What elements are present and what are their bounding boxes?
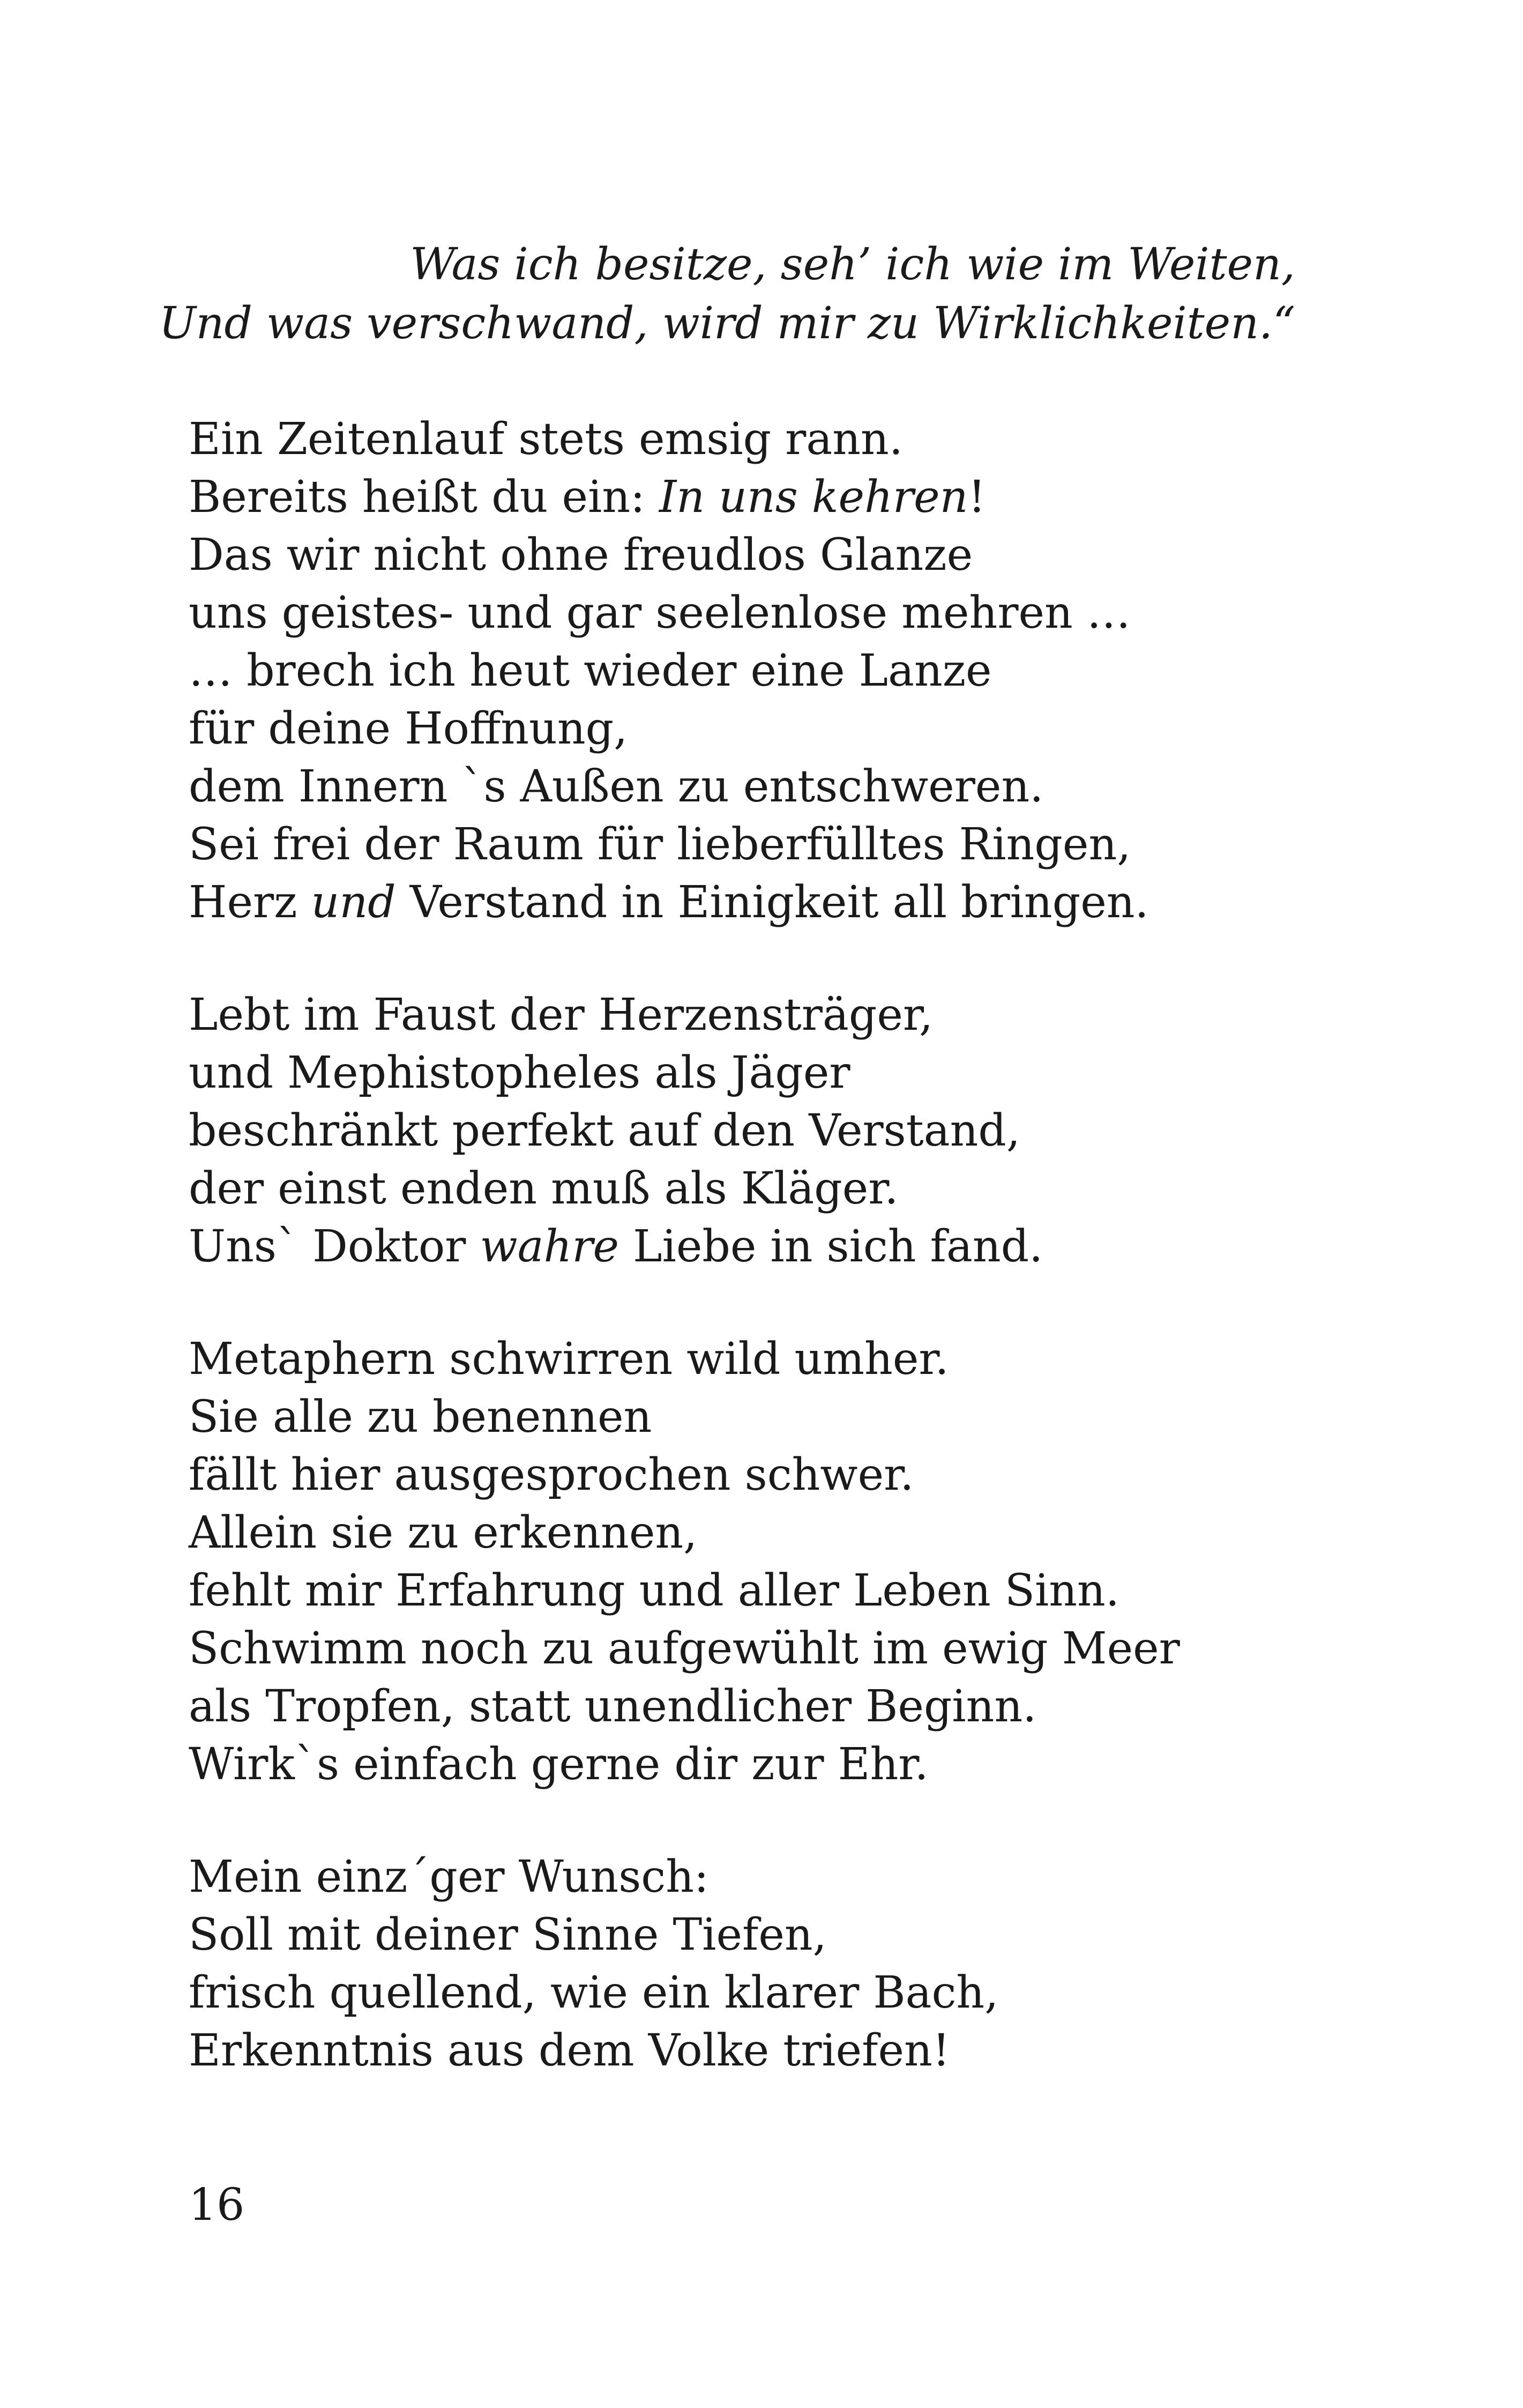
text-span: Bereits heißt du ein: — [189, 472, 659, 523]
stanza1-line-7: dem Innern `s Außen zu entschweren. — [189, 761, 1044, 812]
stanza3-line-2: Sie alle zu benennen — [189, 1392, 652, 1443]
stanza4-line-3: frisch quellend, wie ein klarer Bach, — [189, 1967, 999, 2018]
stanza1-line-6: für deine Hoffnung, — [189, 703, 628, 754]
stanza1-line-1: Ein Zeitenlauf stets emsig rann. — [189, 414, 903, 465]
stanza3-line-7: als Tropfen, statt unendlicher Beginn. — [189, 1681, 1037, 1732]
italic-span: wahre — [480, 1221, 619, 1272]
stanza2-line-4: der einst enden muß als Kläger. — [189, 1163, 899, 1214]
stanza1-line-3: Das wir nicht ohne freudlos Glanze — [189, 530, 973, 581]
italic-span: und — [311, 877, 396, 928]
stanza4-line-2: Soll mit deiner Sinne Tiefen, — [189, 1909, 827, 1960]
stanza1-line-9 — [189, 874, 1149, 932]
text-span: Liebe in sich fand. — [619, 1221, 1043, 1272]
epigraph-line-1: Was ich besitze, seh’ ich wie im Weiten, — [410, 239, 1295, 290]
stanza3-line-5: fehlt mir Erfahrung und aller Leben Sinn. — [189, 1565, 1119, 1616]
stanza1-line-4: uns geistes- und gar seelenlose mehren … — [189, 588, 1131, 638]
stanza2-line-3: beschränkt perfekt auf den Verstand, — [189, 1105, 1020, 1156]
stanza1-line-5: … brech ich heut wieder eine Lanze — [189, 645, 992, 696]
text-span: Uns` Doktor — [189, 1221, 480, 1272]
stanza1-line-2 — [189, 469, 986, 526]
stanza4-line-1: Mein einz´ger Wunsch: — [189, 1852, 709, 1902]
stanza2-line-2: und Mephistopheles als Jäger — [189, 1047, 850, 1098]
text-span: Verstand in Einigkeit all bringen. — [395, 877, 1149, 928]
stanza3-line-6: Schwimm noch zu aufgewühlt im ewig Meer — [189, 1623, 1180, 1674]
stanza3-line-8: Wirk`s einfach gerne dir zur Ehr. — [189, 1739, 929, 1790]
stanza4-line-4: Erkenntnis aus dem Volke triefen! — [189, 2025, 950, 2076]
stanza2-line-1: Lebt im Faust der Herzensträger, — [189, 990, 934, 1041]
page-number: 16 — [189, 2180, 245, 2231]
italic-span: In uns kehren — [659, 472, 968, 523]
stanza2-line-5 — [189, 1218, 1043, 1276]
epigraph-line-2: Und was verschwand, wird mir zu Wirklichkeiten.“ — [159, 298, 1295, 349]
stanza3-line-1: Metaphern schwirren wild umher. — [189, 1334, 949, 1385]
stanza3-line-3: fällt hier ausgesprochen schwer. — [189, 1450, 914, 1500]
text-span: Herz — [189, 877, 311, 928]
text-span: ! — [968, 472, 986, 523]
stanza1-line-8: Sei frei der Raum für lieberfülltes Ringen, — [189, 819, 1131, 870]
stanza3-line-4: Allein sie zu erkennen, — [189, 1507, 698, 1558]
